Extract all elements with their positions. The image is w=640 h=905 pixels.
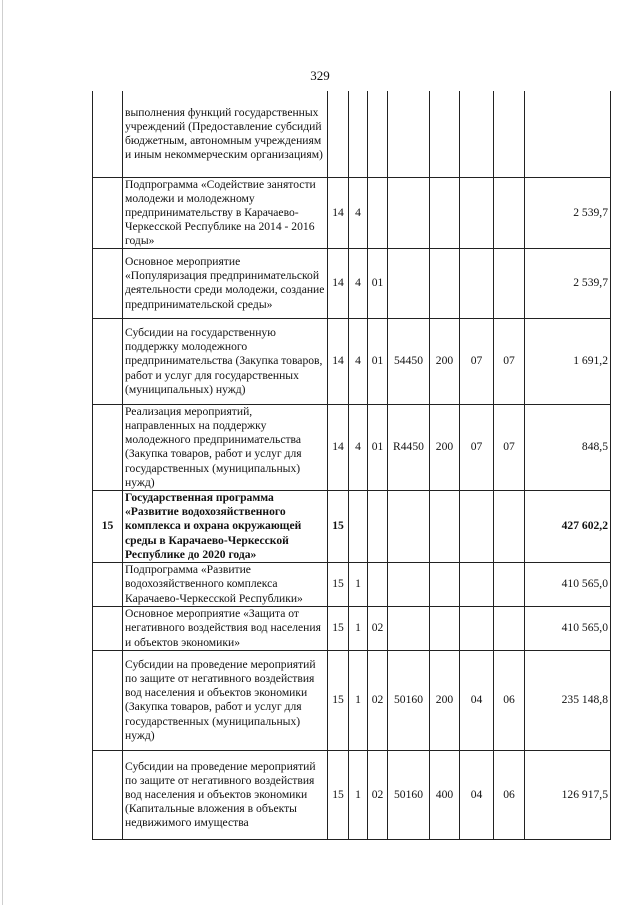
program-code-cell: 15	[328, 562, 349, 606]
main-measure-code-cell: 02	[368, 650, 388, 750]
row-number-cell	[93, 650, 123, 750]
amount-cell: 848,5	[525, 404, 611, 490]
subprogram-code-cell: 4	[349, 248, 368, 318]
row-number-cell	[93, 318, 123, 404]
direction-code-cell: 50160	[388, 750, 430, 839]
subsection-cell	[494, 91, 525, 177]
table-row	[93, 562, 611, 606]
expense-type-cell	[430, 91, 460, 177]
row-number-cell	[93, 248, 123, 318]
expense-type-cell	[430, 606, 460, 650]
main-measure-code-cell: 01	[368, 318, 388, 404]
table-row	[93, 91, 611, 177]
subsection-cell	[494, 606, 525, 650]
main-measure-code-cell	[368, 177, 388, 248]
name-cell: Подпрограмма «Содействие занятости молодежи и молодежному предпринимательству в Карачаево-Черкесской Республике на 2014 - 2016 годы»	[123, 177, 328, 248]
main-measure-code-cell: 02	[368, 606, 388, 650]
expense-type-cell	[430, 490, 460, 562]
subsection-cell: 06	[494, 750, 525, 839]
direction-code-cell	[388, 562, 430, 606]
subprogram-code-cell: 1	[349, 562, 368, 606]
row-number-cell	[93, 91, 123, 177]
name-cell: Субсидии на проведение мероприятий по защите от негативного воздействия вод населения и объектов экономики (Капитальные вложения в объекты недвижимого имущества	[123, 750, 328, 839]
table-row	[93, 318, 611, 404]
program-code-cell: 14	[328, 177, 349, 248]
name-cell: Реализация мероприятий, направленных на поддержку молодежного предпринимательства (Закупка товаров, работ и услуг для государственных (муниципальных) нужд)	[123, 404, 328, 490]
expense-type-cell	[430, 562, 460, 606]
amount-cell: 1 691,2	[525, 318, 611, 404]
program-code-cell: 15	[328, 650, 349, 750]
row-number-cell	[93, 606, 123, 650]
section-cell	[460, 177, 494, 248]
amount-cell: 410 565,0	[525, 562, 611, 606]
main-measure-code-cell	[368, 91, 388, 177]
name-cell: Субсидии на государственную поддержку молодежного предпринимательства (Закупка товаров, работ и услуг для государственных (муниципальных) нужд)	[123, 318, 328, 404]
program-code-cell: 14	[328, 318, 349, 404]
row-number-cell	[93, 750, 123, 839]
subprogram-code-cell: 4	[349, 177, 368, 248]
direction-code-cell: 50160	[388, 650, 430, 750]
section-cell: 04	[460, 750, 494, 839]
program-code-cell	[328, 91, 349, 177]
main-measure-code-cell	[368, 562, 388, 606]
section-cell	[460, 91, 494, 177]
row-number-cell: 15	[93, 490, 123, 562]
main-measure-code-cell	[368, 490, 388, 562]
amount-cell	[525, 91, 611, 177]
amount-cell: 2 539,7	[525, 248, 611, 318]
program-code-cell: 15	[328, 750, 349, 839]
name-cell: Основное мероприятие «Популяризация предпринимательской деятельности среди молодежи, создание предпринимательской среды»	[123, 248, 328, 318]
subprogram-code-cell: 1	[349, 650, 368, 750]
table-row	[93, 248, 611, 318]
name-cell: Основное мероприятие «Защита от негативного воздействия вод населения и объектов экономики»	[123, 606, 328, 650]
section-cell	[460, 562, 494, 606]
subsection-cell: 07	[494, 318, 525, 404]
direction-code-cell	[388, 490, 430, 562]
subprogram-code-cell: 4	[349, 404, 368, 490]
row-number-cell	[93, 562, 123, 606]
row-number-cell	[93, 404, 123, 490]
table-row	[93, 404, 611, 490]
main-measure-code-cell: 01	[368, 404, 388, 490]
table-row	[93, 606, 611, 650]
expense-type-cell: 200	[430, 650, 460, 750]
subprogram-code-cell	[349, 490, 368, 562]
subsection-cell	[494, 177, 525, 248]
main-measure-code-cell: 02	[368, 750, 388, 839]
direction-code-cell	[388, 606, 430, 650]
table-row	[93, 177, 611, 248]
subsection-cell	[494, 248, 525, 318]
direction-code-cell	[388, 248, 430, 318]
table-row	[93, 650, 611, 750]
subsection-cell	[494, 490, 525, 562]
program-code-cell: 14	[328, 248, 349, 318]
amount-cell: 410 565,0	[525, 606, 611, 650]
expense-type-cell: 400	[430, 750, 460, 839]
program-code-cell: 15	[328, 490, 349, 562]
expense-type-cell: 200	[430, 404, 460, 490]
direction-code-cell: 54450	[388, 318, 430, 404]
amount-cell: 427 602,2	[525, 490, 611, 562]
program-code-cell: 15	[328, 606, 349, 650]
section-cell	[460, 248, 494, 318]
expense-type-cell: 200	[430, 318, 460, 404]
amount-cell: 126 917,5	[525, 750, 611, 839]
subsection-cell: 06	[494, 650, 525, 750]
subprogram-code-cell: 1	[349, 606, 368, 650]
table-row	[93, 490, 611, 562]
section-cell: 07	[460, 404, 494, 490]
name-cell: Подпрограмма «Развитие водохозяйственного комплекса Карачаево-Черкесской Республики»	[123, 562, 328, 606]
section-cell: 07	[460, 318, 494, 404]
subprogram-code-cell: 4	[349, 318, 368, 404]
main-measure-code-cell: 01	[368, 248, 388, 318]
amount-cell: 2 539,7	[525, 177, 611, 248]
scan-edge-line	[2, 0, 3, 905]
page-number: 329	[310, 68, 330, 83]
name-cell: Государственная программа «Развитие водохозяйственного комплекса и охрана окружающей среды в Карачаево-Черкесской Республике до 2020 года»	[123, 490, 328, 562]
direction-code-cell: R4450	[388, 404, 430, 490]
subprogram-code-cell	[349, 91, 368, 177]
subsection-cell: 07	[494, 404, 525, 490]
section-cell	[460, 490, 494, 562]
name-cell: Субсидии на проведение мероприятий по защите от негативного воздействия вод населения и объектов экономики (Закупка товаров, работ и услуг для государственных (муниципальных) нужд)	[123, 650, 328, 750]
expense-type-cell	[430, 177, 460, 248]
direction-code-cell	[388, 177, 430, 248]
section-cell	[460, 606, 494, 650]
budget-table	[92, 91, 611, 840]
table-row	[93, 750, 611, 839]
amount-cell: 235 148,8	[525, 650, 611, 750]
section-cell: 04	[460, 650, 494, 750]
name-cell: выполнения функций государственных учреждений (Предоставление субсидий бюджетным, автономным учреждениям и иным некоммерческим организациям)	[123, 91, 328, 177]
subprogram-code-cell: 1	[349, 750, 368, 839]
expense-type-cell	[430, 248, 460, 318]
table-body	[93, 91, 611, 839]
program-code-cell: 14	[328, 404, 349, 490]
subsection-cell	[494, 562, 525, 606]
direction-code-cell	[388, 91, 430, 177]
row-number-cell	[93, 177, 123, 248]
